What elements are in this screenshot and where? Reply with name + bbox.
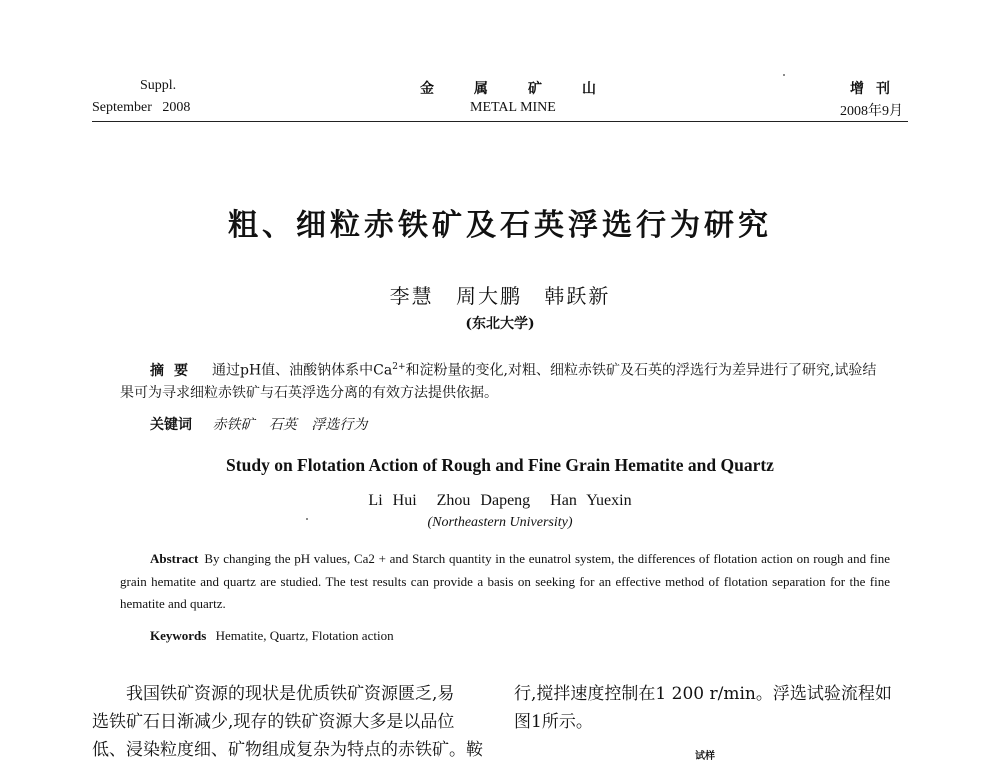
- abstract-en: [120, 548, 890, 616]
- abstract-cn-sup: 2+: [392, 362, 406, 372]
- affiliation-cn: (东北大学): [465, 316, 535, 332]
- abstract-cn-text-a: 通过pH值、油酸钠体系中Ca: [212, 362, 393, 379]
- affiliation-en: (Northeastern University): [427, 515, 573, 530]
- scan-speck: [783, 74, 785, 76]
- body-line: 选铁矿石日渐减少,现存的铁矿资源大多是以品位: [92, 712, 455, 732]
- abstract-cn: [120, 356, 890, 404]
- body-line: 行,搅拌速度控制在1 200 r/min。浮选试验流程如: [514, 684, 892, 704]
- journal-name-cn: 金属矿山: [420, 81, 636, 97]
- journal-supplement-cn: 增刊: [850, 81, 902, 97]
- abstract-cn-label: 摘要: [150, 362, 198, 379]
- abstract-cn-text-b: 和淀粉量的变化,对粗、细粒赤铁矿及石英的浮选行为差异进行了研究,试验结果可为寻求细粒赤铁矿与石英浮选分离的有效方法提供依据。: [120, 362, 877, 401]
- journal-supplement-label: Suppl.: [140, 78, 177, 93]
- keywords-en-text: Hematite, Quartz, Flotation action: [215, 628, 394, 643]
- body-column-right: [514, 680, 914, 736]
- body-line: 我国铁矿资源的现状是优质铁矿资源匮乏,易: [126, 684, 455, 704]
- figure-label-sample: 试样: [695, 751, 715, 762]
- journal-date-en: September 2008: [92, 100, 191, 115]
- paper-title-en: Study on Flotation Action of Rough and Fine Grain Hematite and Quartz: [226, 455, 774, 475]
- keywords-en-label: Keywords: [150, 628, 207, 643]
- header-rule: [92, 121, 908, 122]
- authors-cn: 李慧 周大鹏 韩跃新: [389, 284, 611, 308]
- keyword-cn: 赤铁矿: [212, 417, 255, 433]
- body-line: 图1所示。: [514, 712, 593, 732]
- keywords-cn: [150, 414, 377, 434]
- journal-date-cn: 2008年9月: [840, 104, 903, 119]
- keywords-en: [150, 628, 394, 644]
- body-line: 低、浸染粒度细、矿物组成复杂为特点的赤铁矿。鞍: [92, 740, 483, 760]
- body-column-left: [92, 680, 487, 764]
- paper-title-cn: 粗、细粒赤铁矿及石英浮选行为研究: [228, 208, 772, 243]
- authors-en: Li Hui Zhou Dapeng Han Yuexin: [368, 492, 632, 509]
- abstract-en-label: Abstract: [150, 551, 199, 566]
- scan-speck: [306, 518, 308, 520]
- keywords-cn-label: 关键词: [150, 417, 192, 433]
- abstract-en-text: By changing the pH values, Ca2 + and Starch quantity in the eunatrol system, the differences of flotation action on rough and fine grain hematite and quartz are studied. The test results can provide a basis on seeking for an effective method of flotation separation for the fine hematite and quartz.: [120, 551, 890, 611]
- keyword-cn: 浮选行为: [311, 417, 368, 433]
- journal-name-en: METAL MINE: [470, 100, 556, 115]
- keyword-cn: 石英: [268, 417, 297, 433]
